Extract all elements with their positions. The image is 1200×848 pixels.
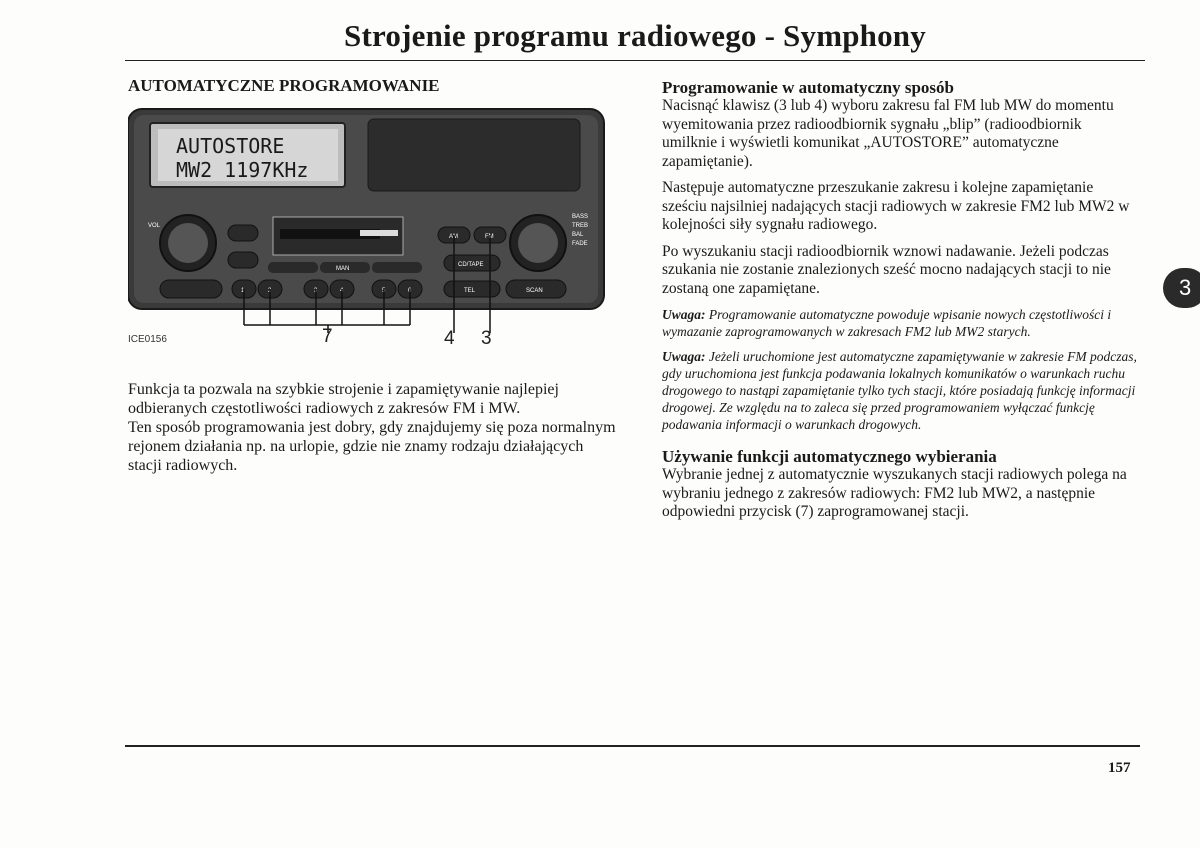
- callout-7: 7: [322, 326, 333, 347]
- lcd-line-1: AUTOSTORE: [176, 134, 285, 158]
- chapter-tab: 3: [1163, 268, 1200, 308]
- intro-text: [128, 380, 618, 475]
- eject-button: [228, 225, 258, 241]
- note-2-label: Uwaga:: [662, 349, 706, 364]
- note-1: [662, 306, 1140, 340]
- am-label: AM: [449, 234, 458, 240]
- storage-panel: [368, 119, 580, 191]
- paragraph-scan: Następuje automatyczne przeszukanie zakresu i kolejne zapamiętanie sześciu najsilniej nadających stacji radiowych w zakresie FM2 lub MW2 w kolejności siły sygnału radiowego.: [662, 179, 1130, 233]
- preset-label-6: 6: [408, 288, 412, 294]
- note-1-label: Uwaga:: [662, 307, 706, 322]
- treb-label: TREB: [572, 223, 589, 229]
- cdtape-label: CD/TAPE: [458, 262, 484, 268]
- footer-rule: [125, 745, 1140, 747]
- note-2-text: Jeżeli uruchomione jest automatyczne zapamiętywanie w zakresie FM podczas, gdy uruchomiona jest funkcja podawania lokalnych komunikatów o warunkach ruchu drogowego to nastąpi zapamiętanie tylko tych stacji, które posiadają funkcję informacji drogowej. Ze względu na to zaleca się przed programowaniem wyłączać funkcję podawania informacji o warunkach drogowych.: [662, 349, 1137, 432]
- callout-4: 4: [444, 328, 455, 349]
- section-heading: AUTOMATYCZNE PROGRAMOWANIE: [128, 76, 440, 95]
- preset-label-1: 1: [241, 288, 245, 294]
- scan-label: SCAN: [526, 288, 543, 294]
- page-number: 157: [1108, 760, 1131, 776]
- tel-label: TEL: [464, 288, 476, 294]
- fm-label: FM: [485, 234, 494, 240]
- radio-illustration: [128, 105, 608, 355]
- intro-paragraph-2: Ten sposób programowania jest dobry, gdy znajdujemy się poza normalnym rejonem działania np. na urlopie, gdzie nie znamy rodzaju działających stacji radiowych.: [128, 419, 616, 474]
- right-column: [662, 78, 1140, 530]
- note-2: [662, 348, 1140, 433]
- preset-label-4: 4: [340, 288, 344, 294]
- seek-forward-button: [372, 262, 422, 273]
- callout-3: 3: [481, 328, 492, 349]
- paragraph-press-key: Nacisnąć klawisz (3 lub 4) wyboru zakresu fal FM lub MW do momentu wyemitowania przez radioodbiornik sygnału „blip” (radioodbiornik umilknie i wyświetli komunikat „AUTOSTORE” automatyczne zapamiętanie).: [662, 97, 1114, 170]
- bal-label: BAL: [572, 232, 584, 238]
- page-title: Strojenie programu radiowego - Symphony: [344, 18, 926, 53]
- info-button: [160, 280, 222, 298]
- intro-paragraph-1: Funkcja ta pozwala na szybkie strojenie i zapamiętywanie najlepiej odbieranych częstotliwości radiowych z zakresów FM i MW.: [128, 381, 559, 417]
- direction-button: [228, 252, 258, 268]
- bass-label: BASS: [572, 214, 589, 220]
- paragraph-resume: Po wyszukaniu stacji radioodbiornik wznowi nadawanie. Jeżeli podczas szukania nie zostanie znalezionych sześć mocno nadających stacji to nie zostaną one zapamiętane.: [662, 242, 1111, 297]
- vol-label: VOL: [148, 223, 161, 229]
- preset-label-2: 2: [268, 288, 272, 294]
- preset-label-3: 3: [314, 288, 318, 294]
- seek-back-button: [268, 262, 318, 273]
- heading-auto-select: Używanie funkcji automatycznego wybierania: [662, 447, 997, 466]
- paragraph-select: Wybranie jednej z automatycznie wyszukanych stacji radiowych polega na wybraniu jednego z zakresów radiowych: FM2 lub MW2, a następnie odpowiedni przycisk (7) zaprogramowanej stacji.: [662, 466, 1127, 520]
- note-1-text: Programowanie automatyczne powoduje wpisanie nowych częstotliwości i wymazanie zaprogramowanych w zakresach FM2 lub MW2 starych.: [662, 307, 1112, 339]
- fade-label: FADE: [572, 241, 588, 247]
- preset-label-5: 5: [382, 288, 386, 294]
- header-rule: [125, 60, 1145, 61]
- figure-code: ICE0156: [128, 334, 167, 345]
- lcd-line-2: MW2 1197KHz: [176, 158, 309, 182]
- man-label: MAN: [336, 266, 350, 272]
- heading-auto-programming: Programowanie w automatyczny sposób: [662, 78, 954, 97]
